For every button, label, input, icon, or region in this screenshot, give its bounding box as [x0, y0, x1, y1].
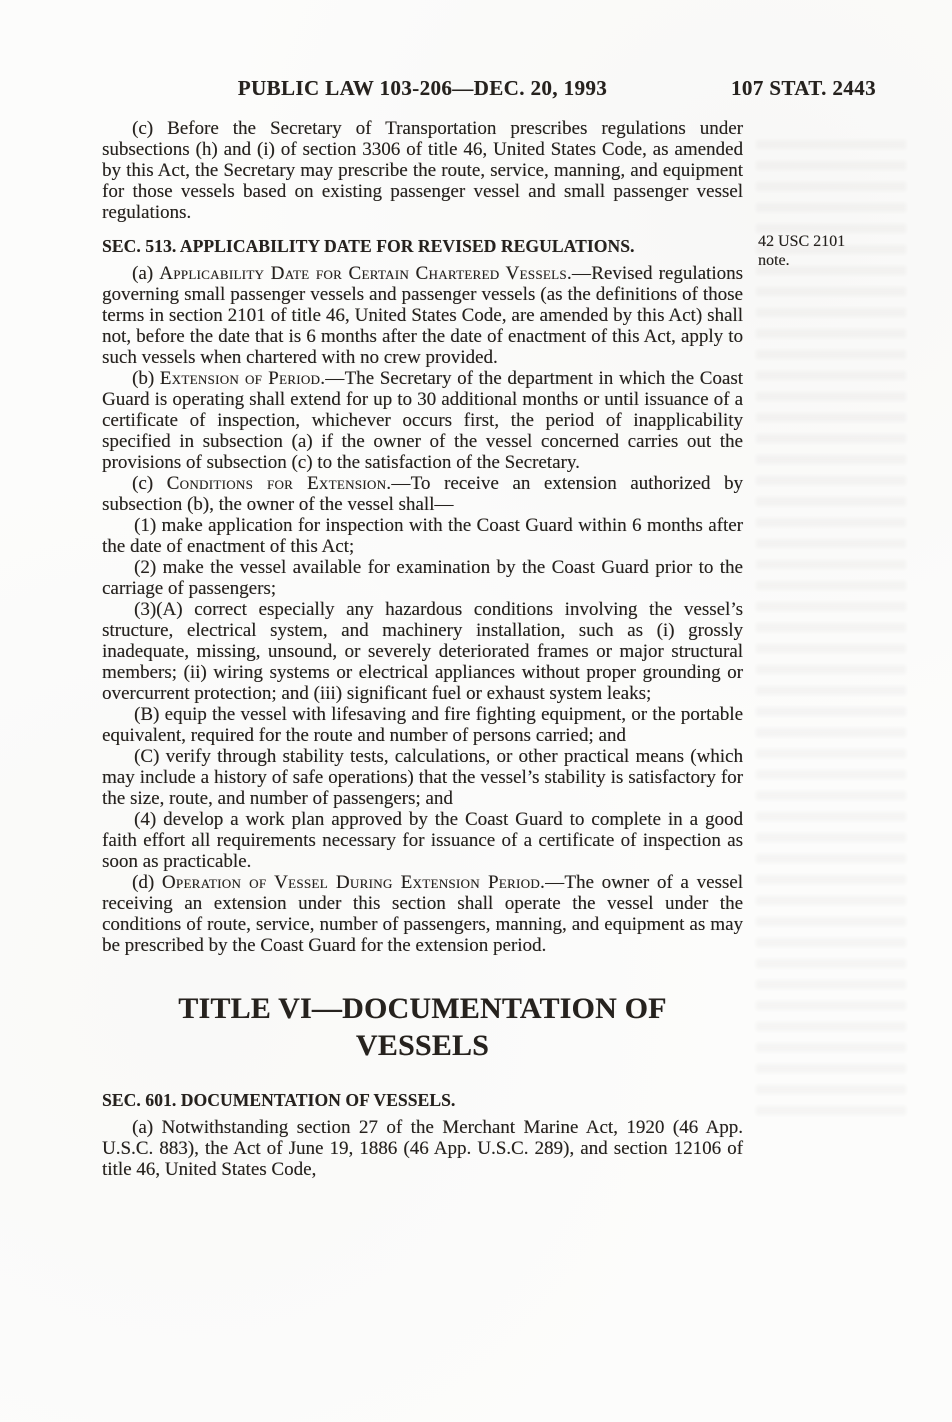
text-run: (2) make the vessel available for examination by the Coast Guard prior to the carriage of passengers; — [102, 557, 743, 599]
text-run: (b) — [132, 368, 160, 389]
paragraph — [102, 118, 743, 223]
text-run: (B) equip the vessel with lifesaving and fire fighting equipment, or the portable equivalent, required for the route and number of persons carried; and — [102, 704, 743, 746]
running-header — [102, 76, 876, 100]
clause-paragraph — [102, 809, 743, 872]
paragraph — [102, 263, 743, 368]
text-run: (C) verify through stability tests, calculations, or other practical means (which may include a history of safe operations) that the vessel’s stability is satisfactory for the size, route, and number of passengers; and — [102, 746, 743, 809]
text-run: TITLE VI—DOCUMENTATION OF VESSELS — [178, 992, 667, 1062]
text-run: The Secretary of the department in which the Coast Guard is operating shall extend for up to 30 additional months or until issuance of a certificate of inspection, whichever occurs first, the period of inapplicability specified in subsection (a) if the owner of the vessel concerned carries out the provisions of subsection (c) to the satisfaction of the Secretary. — [102, 368, 743, 473]
smallcaps-run: Operation of Vessel During Extension Period.— — [161, 872, 565, 893]
clause-paragraph — [102, 599, 743, 704]
public-law-header: PUBLIC LAW 103-206—DEC. 20, 1993 — [237, 76, 608, 100]
text-run: To receive an extension authorized by subsection (b), the owner of the vessel shall— — [102, 473, 743, 515]
text-run: SEC. 513. APPLICABILITY DATE FOR REVISED REGULATIONS. — [102, 236, 635, 256]
text-run: (c) Before the Secretary of Transportation prescribes regulations under subsections (h) and (i) of section 3306 of title 46, United States Code, as amended by this Act, the Secretary may prescribe the route, service, manning, and equipment for those vessels based on existing passenger vessel and small passenger vessel regulations. — [102, 118, 743, 223]
margin-note-suffix: note. — [758, 251, 790, 269]
text-run: (1) make application for inspection with the Coast Guard within 6 months after the date of enactment of this Act; — [102, 515, 743, 557]
content-column — [102, 118, 743, 1180]
paragraph — [102, 872, 743, 956]
statute-page-number: 107 STAT. 2443 — [730, 76, 876, 100]
paragraph — [102, 368, 743, 473]
text-run: (c) — [132, 473, 167, 494]
paragraph — [102, 1117, 743, 1180]
smallcaps-run: Applicability Date for Certain Chartered Vessels.— — [159, 263, 592, 284]
margin-note-citation: 42 USC 2101 — [758, 233, 846, 250]
clause-paragraph — [102, 515, 743, 557]
text-run: (a) Notwithstanding section 27 of the Merchant Marine Act, 1920 (46 App. U.S.C. 883), the Act of June 19, 1886 (46 App. U.S.C. 289), and section 12106 of title 46, United States Code, — [102, 1117, 743, 1180]
bleedthrough-artifact — [756, 140, 906, 1120]
margin-note — [758, 233, 880, 270]
text-run: Revised regulations governing small passenger vessels and passenger vessels (as the definitions of those terms in section 2101 of title 46, United States Code, are amended by this Act) shall not, before the date that is 6 months after the date of enactment of this Act, apply to such vessels when chartered with no crew provided. — [102, 263, 744, 368]
text-run: The owner of a vessel receiving an extension under this section shall operate the vessel under the conditions of route, service, number of passengers, manning, and equipment as may be prescribed by the Coast Guard for the extension period. — [102, 872, 744, 956]
clause-paragraph — [102, 557, 743, 599]
text-run: (4) develop a work plan approved by the Coast Guard to complete in a good faith effort all requirements necessary for issuance of a certificate of inspection as soon as practicable. — [102, 809, 743, 872]
clause-paragraph — [102, 704, 743, 746]
text-run: (a) — [132, 263, 160, 284]
text-run: (d) — [132, 872, 162, 893]
smallcaps-run: Extension of Period.— — [159, 368, 345, 389]
paragraph — [102, 473, 743, 515]
section-heading — [102, 236, 743, 256]
smallcaps-run: Conditions for Extension.— — [166, 473, 411, 494]
text-run: (3)(A) correct especially any hazardous conditions involving the vessel’s structure, electrical system, and machinery installation, such as (i) grossly inadequate, missing, unsound, or severely deteriorated frames or major structural members; (ii) wiring systems or electrical appliances without proper grounding or overcurrent protection; and (iii) significant fuel or exhaust system leaks; — [102, 599, 743, 704]
clause-paragraph — [102, 746, 743, 809]
title-heading — [163, 990, 683, 1064]
section-heading — [102, 1090, 743, 1110]
text-run: SEC. 601. DOCUMENTATION OF VESSELS. — [102, 1090, 456, 1110]
